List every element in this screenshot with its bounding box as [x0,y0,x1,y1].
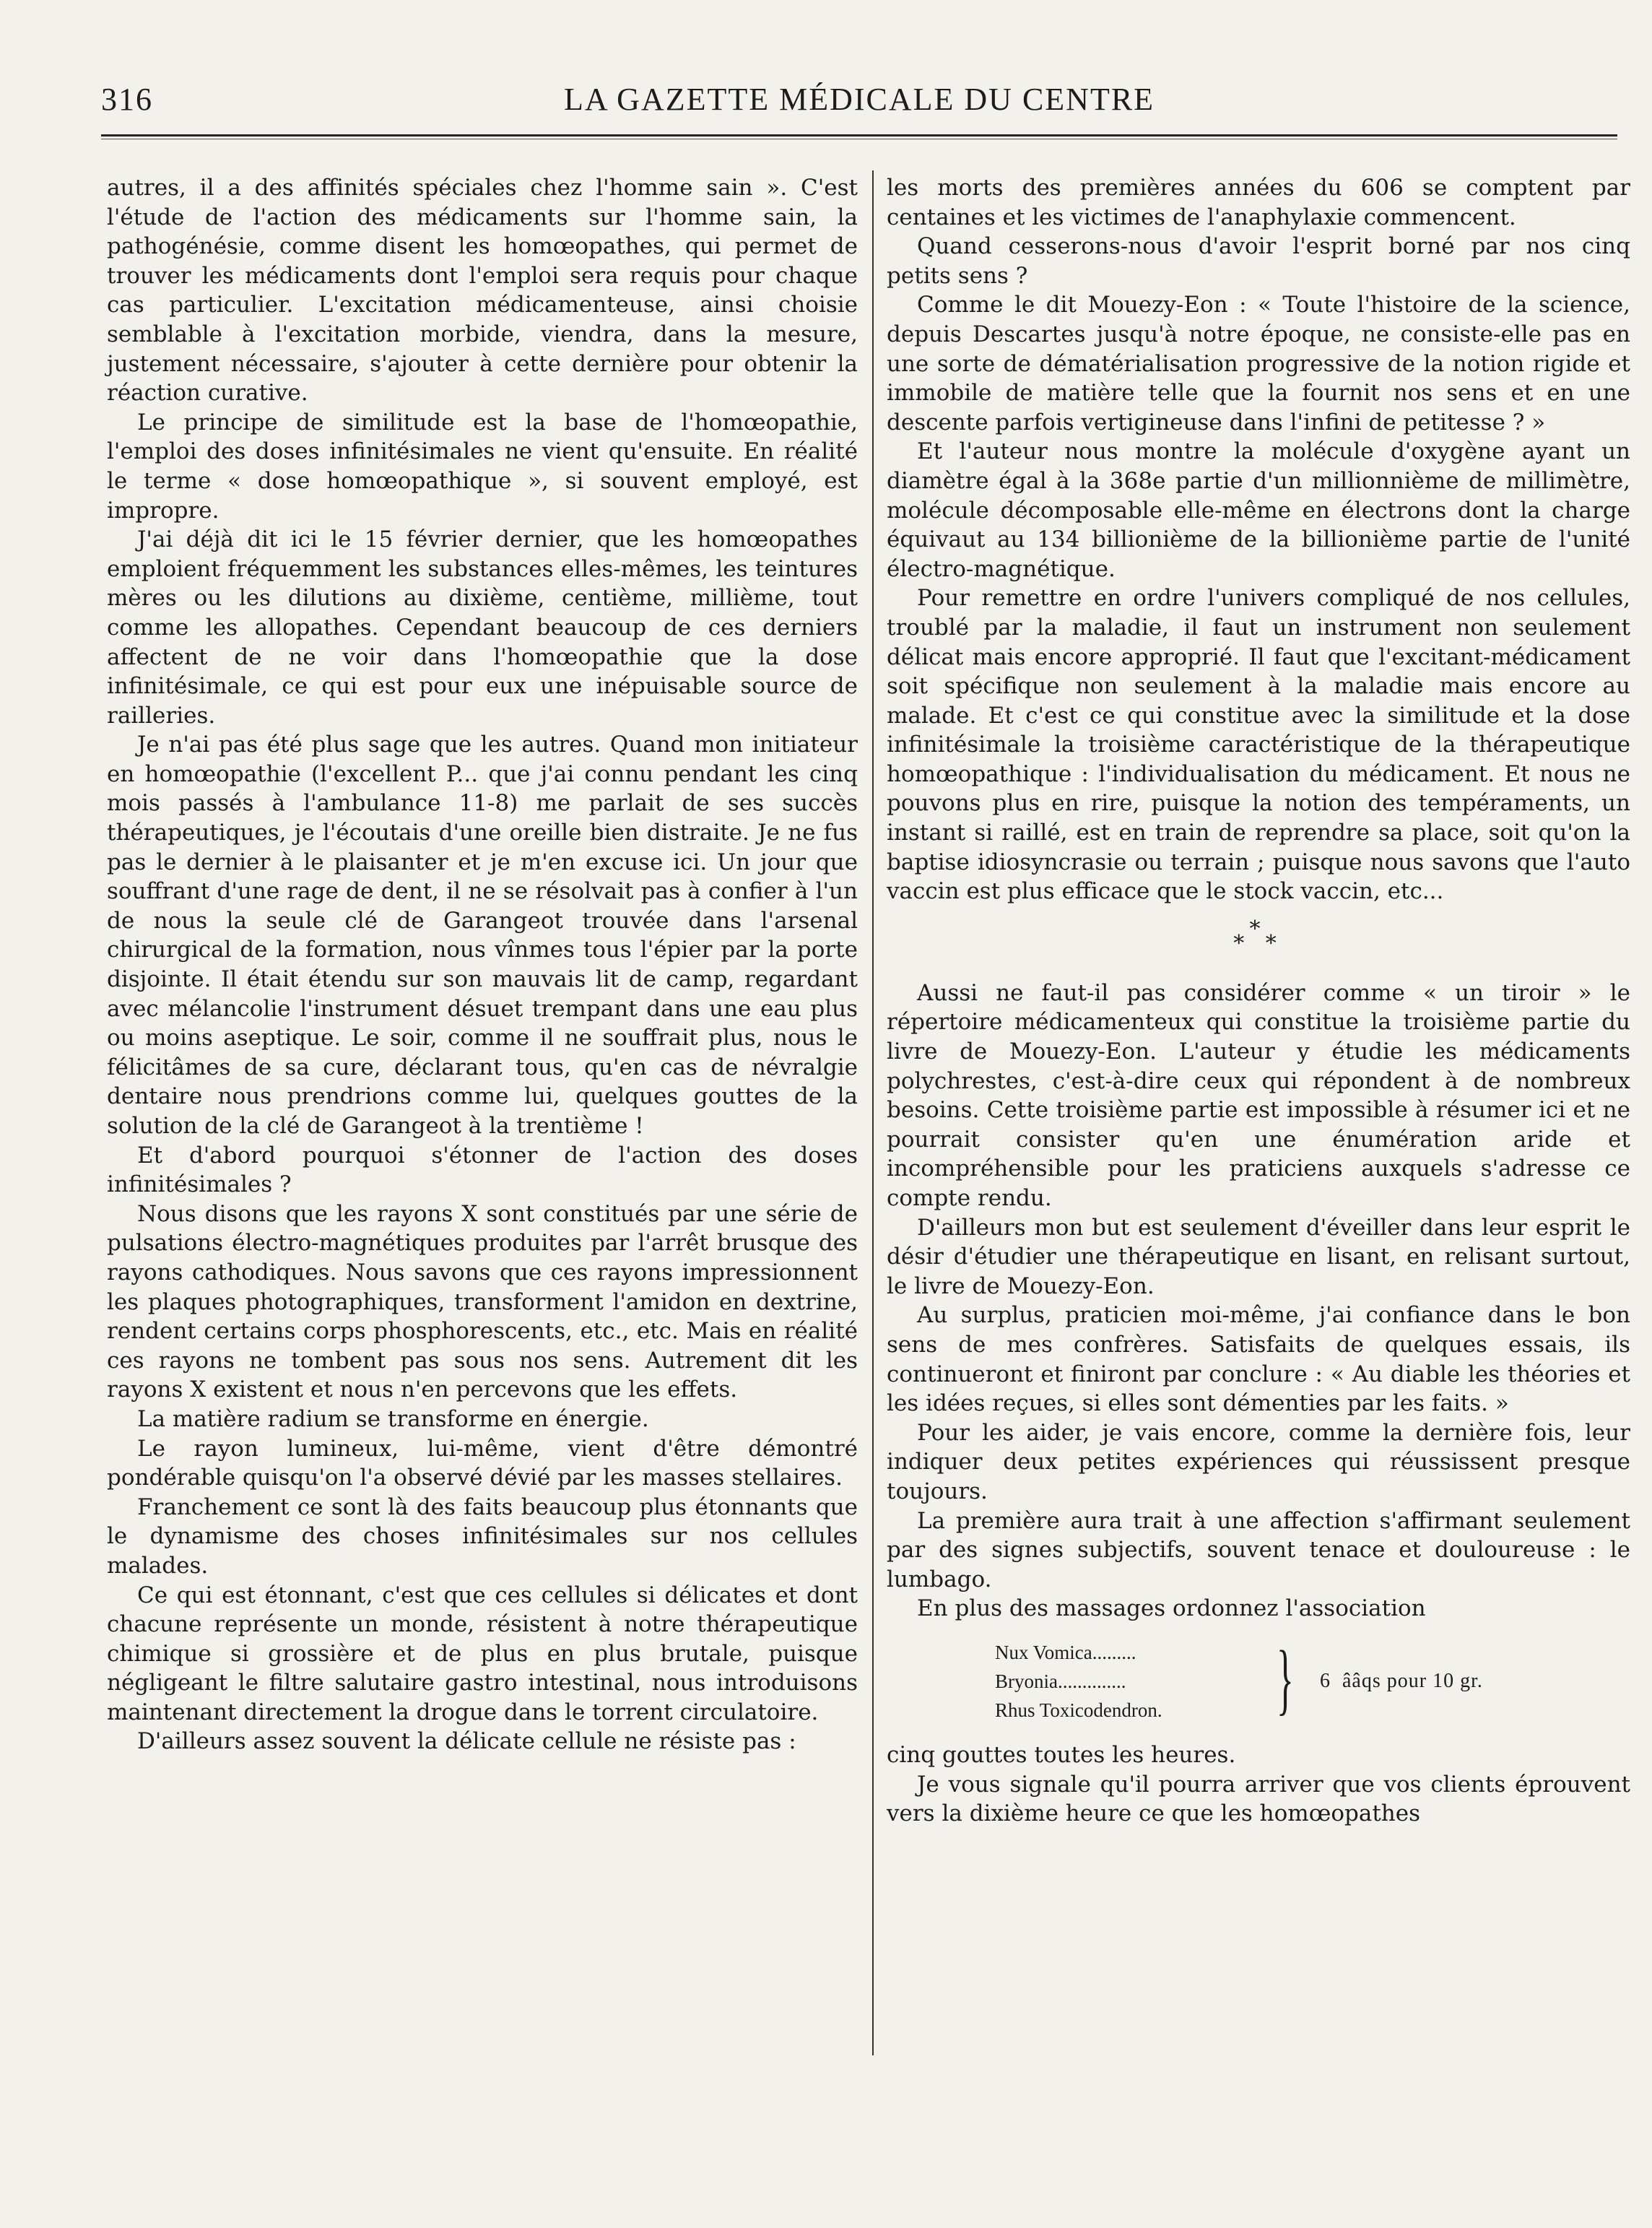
paragraph: D'ailleurs assez souvent la délicate cellule ne résiste pas : [137,1728,796,1755]
paragraph: Je vous signale qu'il pourra arriver que vos clients éprouvent vers la dixième heure ce que les homœopathes [887,1771,1630,1827]
prescription-item: Bryonia.............. [995,1670,1126,1692]
paragraph: Et l'auteur nous montre la molécule d'oxygène ayant un diamètre égal à la 368e partie d'un millionnième de millimètre, molécule décomposable elle-même en électrons dont la charge équivaut au 134 billionième de la billionième partie de l'unité électro-magnétique. [887,438,1630,582]
paragraph: La matière radium se transforme en énergie. [137,1405,649,1432]
prescription-brace: } [1277,1634,1294,1722]
paragraph: Je n'ai pas été plus sage que les autres. Quand mon initiateur en homœopathie (l'excellent P... que j'ai connu pendant les cinq mois passés à l'ambulance 11-8) me parlait de ses succès thérapeutiques, je l'écoutais d'une oreille bien distraite. Je ne fus pas le dernier à le plaisanter et je m'en excuse ici. Un jour que souffrant d'une rage de dent, il ne se résolvait pas à confier à l'un de nous la seule clé de Garangeot trouvée dans l'arsenal chirurgical de la formation, nous vînmes tous l'épier par la porte disjointe. Il était étendu sur son mauvais lit de camp, regardant avec mélancolie l'instrument désuet trempant dans une eau plus ou moins aseptique. Le soir, comme il ne souffrait plus, nous le félicitâmes de sa cure, déclarant tous, qu'en cas de névralgie dentaire nous prendrions comme lui, quelques gouttes de la solution de la clé de Garangeot à la trentième ! [107,732,858,1139]
paragraph: Aussi ne faut-il pas considérer comme « un tiroir » le répertoire médicamenteux qui constitue la troisième partie du livre de Mouezy-Eon. L'auteur y étudie les médicaments polychrestes, c'est-à-dire ceux qui répondent à de nombreux besoins. Cette troisième partie est impossible à résumer ici et ne pourrait consister qu'en une énumération aride et incompréhensible pour les praticiens auxquels s'adresse ce compte rendu. [887,979,1630,1211]
paragraph: Pour les aider, je vais encore, comme la dernière fois, leur indiquer deux petites expériences qui réussissent presque toujours. [887,1419,1630,1504]
prescription-formula [887,1629,1630,1738]
paragraph: Nous disons que les rayons X sont constitués par une série de pulsations électro-magnétiques produites par l'arrêt brusque des rayons cathodiques. Nous savons que ces rayons impressionnent les plaques photographiques, transforment l'amidon en dextrine, rendent certains corps phosphorescents, etc., etc. Mais en réalité ces rayons ne tombent pas sous nos sens. Autrement dit les rayons X existent et nous n'en percevons que les effets. [107,1200,858,1403]
paragraph: Ce qui est étonnant, c'est que ces cellules si délicates et dont chacune représente un monde, résistent à notre thérapeutique chimique si grossière et de plus en plus brutale, puisque négligeant le filtre salutaire gastro intestinal, nous introduisons maintenant directement la drogue dans le torrent circulatoire. [107,1582,858,1725]
paragraph: J'ai déjà dit ici le 15 février dernier, que les homœopathes emploient fréquemment les substances elles-mêmes, les teintures mères ou les dilutions au dixième, centième, millième, tout comme les allopathes. Cependant beaucoup de ces derniers affectent de ne voir dans l'homœopathie que la dose infinitésimale, ce qui est pour eux une inépuisable source de railleries. [107,526,858,729]
paragraph: D'ailleurs mon but est seulement d'éveiller dans leur esprit le désir d'étudier une thérapeutique en lisant, en relisant surtout, le livre de Mouezy-Eon. [887,1214,1630,1299]
header-rule [101,134,1617,136]
paragraph: Au surplus, praticien moi-même, j'ai confiance dans le bon sens de mes confrères. Satisfaits de quelques essais, ils continueront et finiront par conclure : « Au diable les théories et les idées reçues, si elles sont démenties par les faits. » [887,1302,1630,1417]
paragraph: La première aura trait à une affection s'affirmant seulement par des signes subjectifs, souvent tenace et douloureuse : le lumbago. [887,1507,1630,1592]
paragraph: Comme le dit Mouezy-Eon : « Toute l'histoire de la science, depuis Descartes jusqu'à notre époque, ne consiste-elle pas en une sorte de dématérialisation progressive de la notion rigide et immobile de matière telle que la fournit nos sens et en une descente parfois vertigineuse dans l'infini de petitesse ? » [887,292,1630,435]
column-divider [872,170,874,2055]
page-number: 316 [101,82,153,117]
paragraph: les morts des premières années du 606 se comptent par centaines et les victimes de l'anaphylaxie commencent. [887,175,1630,230]
paragraph: Le principe de similitude est la base de l'homœopathie, l'emploi des doses infinitésimales ne vient qu'ensuite. En réalité le terme « dose homœopathique », si souvent employé, est impropre. [107,409,858,524]
paragraph: Pour remettre en ordre l'univers compliqué de nos cellules, troublé par la maladie, il faut un instrument non seulement délicat mais encore approprié. Il faut que l'excitant-médicament soit spécifique non seulement à la maladie mais encore au malade. Et c'est ce qui constitue avec la similitude et la dose infinitésimale la troisième caractéristique de la thérapeutique homœopathique : l'individualisation du médicament. Et nous ne pouvons plus en rire, puisque la notion des tempéraments, un instant si raillé, est en train de reprendre sa place, soit qu'on la baptise idiosyncrasie ou terrain ; puisque nous savons que l'auto vaccin est plus efficace que le stock vaccin, etc... [887,585,1630,905]
paragraph: cinq gouttes toutes les heures. [887,1741,1236,1768]
prescription-items [995,1638,1162,1725]
paragraph: Et d'abord pourquoi s'étonner de l'action des doses infinitésimales ? [107,1142,858,1198]
prescription-dose: 6 ââqs pour 10 gr. [1320,1669,1483,1692]
right-column [887,173,1630,1829]
page-header [101,72,1617,123]
left-column [107,173,858,1756]
paragraph: Quand cesserons-nous d'avoir l'esprit borné par nos cinq petits sens ? [887,233,1630,289]
paragraph: Le rayon lumineux, lui-même, vient d'être démontré pondérable quisqu'on l'a observé dévié par les masses stellaires. [107,1435,858,1491]
prescription-item: Rhus Toxicodendron. [995,1699,1162,1721]
paragraph: autres, il a des affinités spéciales chez l'homme sain ». C'est l'étude de l'action des médicaments sur l'homme sain, la pathogénésie, comme disent les homœopathes, qui permet de trouver les médicaments dont l'emploi sera requis pour chaque cas particulier. L'excitation médicamenteuse, ainsi choisie semblable à l'excitation morbide, viendra, dans la mesure, justement nécessaire, s'ajouter à cette dernière pour obtenir la réaction curative. [107,175,858,407]
paragraph: En plus des massages ordonnez l'association [917,1595,1426,1622]
paragraph: Franchement ce sont là des faits beaucoup plus étonnants que le dynamisme des choses infinitésimales sur nos cellules malades. [107,1494,858,1579]
prescription-item: Nux Vomica......... [995,1641,1136,1663]
journal-title: LA GAZETTE MÉDICALE DU CENTRE [563,82,1155,117]
section-separator: * * * [1233,916,1284,956]
